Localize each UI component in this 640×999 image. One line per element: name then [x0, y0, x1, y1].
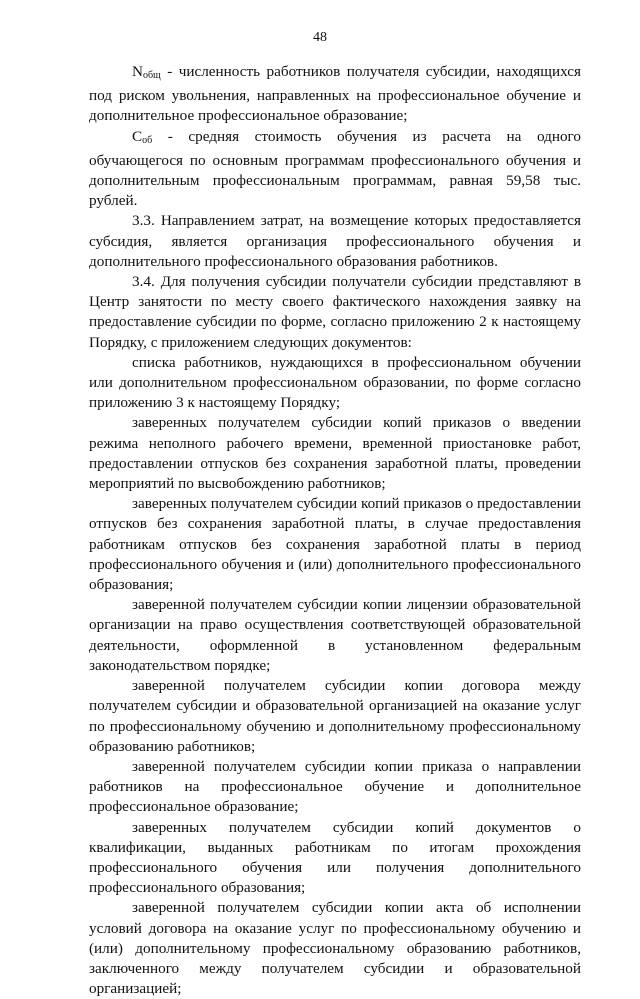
paragraph-text: - численность работников получателя субсидии, находящихся под риском увольнения, направленных на профессиональное обучение и дополнительное профессиональное образование;	[89, 63, 581, 125]
list-item-qualification-documents: заверенных получателем субсидии копий документов о квалификации, выданных работникам по итогам прохождения профессионального обучения или получения дополнительного профессионального образования;	[89, 818, 581, 897]
paragraph-c-cost-definition	[89, 127, 581, 212]
paragraph-n-total-definition	[89, 62, 581, 127]
list-item-contract-act: заверенной получателем субсидии копии акта об исполнении условий договора на оказание услуг по профессиональному обучению и (или) дополнительному профессиональному образованию работников, заключенного между получателем субсидии и образовательной организацией;	[89, 899, 581, 998]
list-item-license-copy: заверенной получателем субсидии копии лицензии образовательной организации на право осуществления соответствующей образовательной деятельности, оформленной в установленном федеральным законодательством порядке;	[89, 596, 581, 674]
paragraph-text: - средняя стоимость обучения из расчета на одного обучающегося по основным программам профессионального обучения и дополнительным профессиональным программам, равная 59,58 тыс. рублей.	[89, 127, 581, 210]
list-item-contract-copy: заверенной получателем субсидии копии договора между получателем субсидии и образовательной организацией на оказание услуг по профессиональному обучению и дополнительному профессиональному образованию работников;	[89, 677, 581, 755]
variable-symbol: С	[132, 127, 143, 145]
list-item-orders-unpaid-leave: заверенных получателем субсидии копий приказов о предоставлении отпусков без сохранения заработной платы, в случае предоставления работникам отпусков без сохранения заработной платы в период профессионального обучения и (или) дополнительного профессионального образования;	[89, 495, 581, 594]
paragraph-3-3: 3.3. Направлением затрат, на возмещение которых предоставляется субсидия, является организация профессионального обучения и дополнительного профессионального образования работников.	[89, 212, 581, 270]
variable-subscript: об	[142, 134, 153, 146]
variable-symbol: N	[132, 63, 143, 80]
variable-subscript: общ	[142, 70, 161, 81]
list-item-direction-order: заверенной получателем субсидии копии приказа о направлении работников на профессиональное обучение и дополнительное профессиональное образование;	[89, 757, 581, 816]
paragraph-3-4: 3.4. Для получения субсидии получатели субсидии представляют в Центр занятости по месту своего фактического нахождения заявку на предоставление субсидии по форме, согласно приложению 2 к настоящему Порядку, с приложением следующих документов:	[89, 273, 581, 351]
page-number: 48	[313, 30, 327, 45]
list-item-workers-list: списка работников, нуждающихся в профессиональном обучении или дополнительном профессиональном образовании, по форме согласно приложению 3 к настоящему Порядку;	[89, 353, 581, 412]
document-body	[89, 62, 581, 999]
list-item-orders-part-time: заверенных получателем субсидии копий приказов о введении режима неполного рабочего времени, временной приостановке работ, предоставлении отпусков без сохранения заработной платы, проведении мероприятий по высвобождению работников;	[89, 414, 581, 493]
